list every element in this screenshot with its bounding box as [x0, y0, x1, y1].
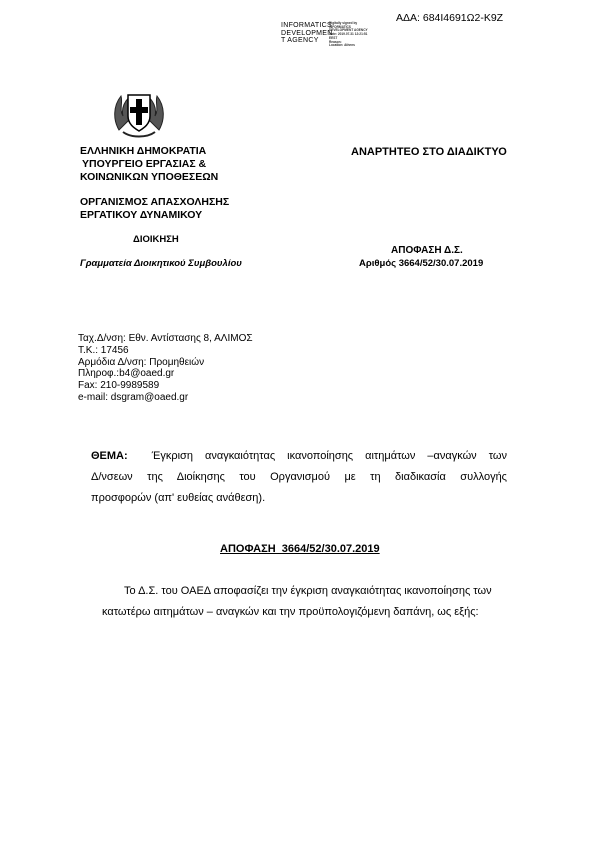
sender-line: ΥΠΟΥΡΓΕΙΟ ΕΡΓΑΣΙΑΣ &: [82, 158, 207, 170]
signature-line: DEVELOPMENT AGENCY: [329, 28, 368, 33]
decision-number: Αριθμός 3664/52/30.07.2019: [359, 258, 484, 269]
contact-block: [78, 333, 253, 404]
decision-title: ΑΠΟΦΑΣΗ 3664/52/30.07.2019: [220, 543, 380, 555]
contact-fax: Fax: 210-9989589: [78, 380, 160, 392]
sender-line: ΕΛΛΗΝΙΚΗ ΔΗΜΟΚΡΑΤΙΑ: [80, 145, 207, 157]
body-line: κατωτέρω αιτημάτων – αναγκών και την προϋπολογιζόμενη δαπάνη, ως εξής:: [102, 606, 479, 618]
signature-line: INFORMATICS: [329, 24, 351, 29]
greek-emblem-icon: [111, 86, 167, 140]
decision-label: ΑΠΟΦΑΣΗ Δ.Σ.: [391, 245, 463, 256]
ida-logo-line: INFORMATICS: [281, 22, 333, 29]
organization-line: ΟΡΓΑΝΙΣΜΟΣ ΑΠΑΣΧΟΛΗΣΗΣ: [80, 196, 230, 208]
digital-signature-text: [329, 22, 368, 48]
secretariat-label: Γραμματεία Διοικητικού Συμβουλίου: [80, 258, 242, 269]
contact-responsible: Αρμόδια Δ/νση: Προμηθειών: [78, 356, 205, 368]
subject-label: ΘΕΜΑ:: [91, 450, 128, 462]
ida-logo-line: T AGENCY: [281, 37, 319, 45]
contact-email: e-mail: dsgram@oaed.gr: [78, 391, 189, 403]
department-label: ΔΙΟΙΚΗΣΗ: [133, 234, 179, 245]
ida-logo-line: DEVELOPMEN: [281, 29, 333, 37]
sender-block: [80, 145, 218, 184]
contact-postal-code: Τ.Κ.: 17456: [78, 344, 129, 356]
signature-line: Date: 2019.07.31 12:21:51: [329, 32, 368, 37]
signature-line: Digitally signed by: [329, 21, 358, 25]
signature-line: EEST: [329, 35, 338, 40]
ida-logo: [281, 22, 333, 45]
organization-line: ΕΡΓΑΤΙΚΟΥ ΔΥΝΑΜΙΚΟΥ: [80, 209, 203, 221]
subject-line: προσφορών (απ' ευθείας ανάθεση).: [91, 492, 266, 504]
posted-online-notice: ΑΝΑΡΤΗΤΕΟ ΣΤΟ ΔΙΑΔΙΚΤΥΟ: [351, 146, 507, 158]
organization-block: [80, 196, 229, 222]
ada-code: ΑΔΑ: 684Ι4691Ω2-Κ9Ζ: [396, 12, 504, 24]
subject-line: Δ/νσεων της Διοίκησης του Οργανισμού με τη διαδικασία συλλογής: [91, 471, 507, 483]
subject-text: Έγκριση αναγκαιότητας ικανοποίησης αιτημάτων –αναγκών των: [151, 450, 507, 462]
body-line: Το Δ.Σ. του ΟΑΕΔ αποφασίζει την έγκριση αναγκαιότητας ικανοποίησης των: [124, 585, 492, 597]
contact-address: Ταχ.Δ/νση: Εθν. Αντίστασης 8, ΑΛΙΜΟΣ: [78, 333, 253, 344]
sender-line: ΚΟΙΝΩΝΙΚΩΝ ΥΠΟΘΕΣΕΩΝ: [80, 171, 219, 183]
subject-line: [91, 446, 507, 467]
subject-block: [91, 446, 507, 509]
decision-body: [102, 581, 522, 623]
signature-line: Reason:: [329, 39, 342, 44]
signature-line: Location: Athens: [329, 43, 355, 48]
contact-info: Πληροφ.:b4@oaed.gr: [78, 368, 175, 380]
